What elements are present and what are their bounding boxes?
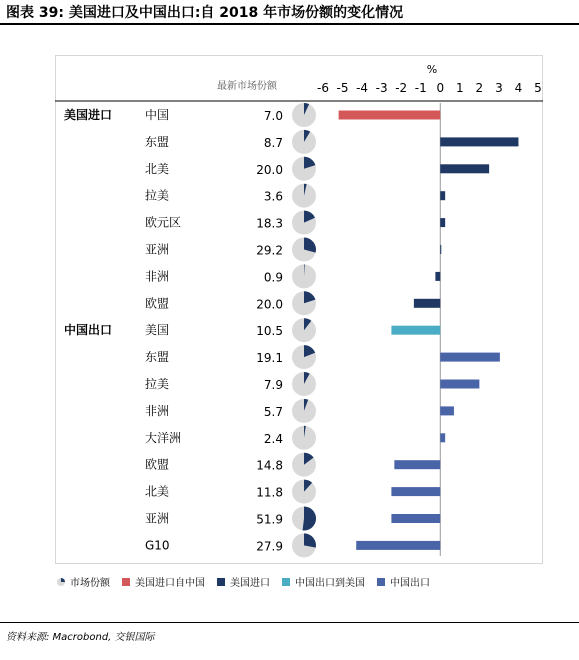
share-value-label: 20.0 [256, 297, 283, 312]
x-tick-label: 5 [534, 81, 542, 95]
change-bar [440, 245, 441, 254]
change-bar [339, 111, 441, 120]
category-label: 东盟 [145, 134, 170, 149]
legend-label: 中国出口 [390, 578, 430, 589]
share-value-label: 5.7 [263, 404, 283, 419]
legend-label: 市场份额 [70, 578, 110, 589]
legend-label: 中国出口到美国 [295, 578, 365, 589]
legend-swatch [377, 578, 385, 586]
share-value-label: 29.2 [256, 243, 283, 258]
share-value-label: 27.9 [256, 539, 283, 554]
share-value-label: 0.9 [263, 270, 283, 285]
legend-pie-icon [61, 578, 65, 582]
change-bar [391, 514, 440, 523]
change-bar [356, 541, 440, 550]
change-bar [414, 299, 440, 308]
group-label: 美国进口 [64, 108, 113, 122]
category-label: 东盟 [145, 350, 170, 365]
category-label: G10 [145, 538, 170, 553]
category-label: 亚洲 [145, 242, 170, 257]
change-bar [440, 191, 445, 200]
share-pie-slice [303, 506, 316, 530]
change-bar [435, 272, 440, 281]
share-value-label: 14.8 [256, 458, 283, 473]
change-bar [440, 380, 479, 389]
x-tick-label: 2 [475, 81, 484, 95]
source-note: 资料来源: Macrobond, 交银国际 [6, 632, 155, 643]
share-value-label: 2.4 [263, 431, 283, 446]
x-tick-label: 1 [455, 81, 464, 95]
change-bar [391, 487, 440, 496]
share-value-label: 18.3 [256, 216, 283, 231]
change-bar [440, 137, 518, 146]
source-rule [0, 622, 579, 623]
share-value-label: 7.0 [263, 109, 283, 123]
x-tick-label: -4 [356, 81, 369, 95]
share-value-label: 10.5 [256, 324, 283, 339]
legend-label: 美国进口 [230, 578, 270, 589]
x-tick-label: -5 [336, 81, 349, 95]
category-label: 拉美 [145, 377, 170, 391]
x-tick-label: 3 [495, 81, 503, 95]
group-label: 中国出口 [64, 323, 113, 338]
category-label: 欧元区 [145, 215, 182, 230]
change-bar [440, 406, 454, 415]
category-label: 北美 [145, 161, 170, 176]
x-axis-label: % [426, 63, 438, 76]
share-value-label: 3.6 [263, 189, 283, 204]
x-tick-label: -6 [317, 81, 329, 95]
share-value-label: 8.7 [263, 135, 283, 150]
x-tick-label: 4 [514, 81, 523, 95]
category-label: 非洲 [145, 269, 170, 284]
x-tick-label: -1 [414, 81, 427, 95]
legend-swatch [217, 578, 225, 586]
share-column-header: 最新市场份额 [217, 81, 277, 92]
category-label: 非洲 [145, 403, 170, 418]
change-bar [440, 433, 445, 442]
category-label: 欧盟 [145, 296, 170, 311]
x-tick-label: -2 [395, 81, 408, 95]
share-value-label: 20.0 [256, 162, 283, 177]
category-label: 欧盟 [145, 457, 170, 472]
change-bar [391, 326, 440, 335]
change-bar [394, 460, 440, 469]
share-pie-slice [304, 533, 316, 547]
legend-swatch [122, 578, 130, 586]
category-label: 北美 [145, 484, 170, 499]
x-tick-label: 0 [436, 81, 445, 95]
category-label: 大洋洲 [145, 430, 182, 445]
category-label: 中国 [145, 108, 170, 122]
category-label: 拉美 [145, 188, 170, 203]
share-value-label: 19.1 [256, 351, 283, 366]
legend-label: 美国进口自中国 [135, 578, 205, 589]
share-value-label: 7.9 [263, 378, 283, 392]
change-bar [440, 353, 500, 362]
category-label: 美国 [145, 323, 170, 338]
figure-title: 图表 39: 美国进口及中国出口:自 2018 年市场份额的变化情况 [6, 5, 404, 21]
x-tick-label: -3 [375, 81, 388, 95]
category-label: 亚洲 [145, 511, 170, 526]
share-value-label: 11.8 [256, 485, 283, 500]
change-bar [440, 164, 489, 173]
legend-swatch [282, 578, 290, 586]
change-bar [440, 218, 445, 227]
share-value-label: 51.9 [256, 512, 283, 527]
